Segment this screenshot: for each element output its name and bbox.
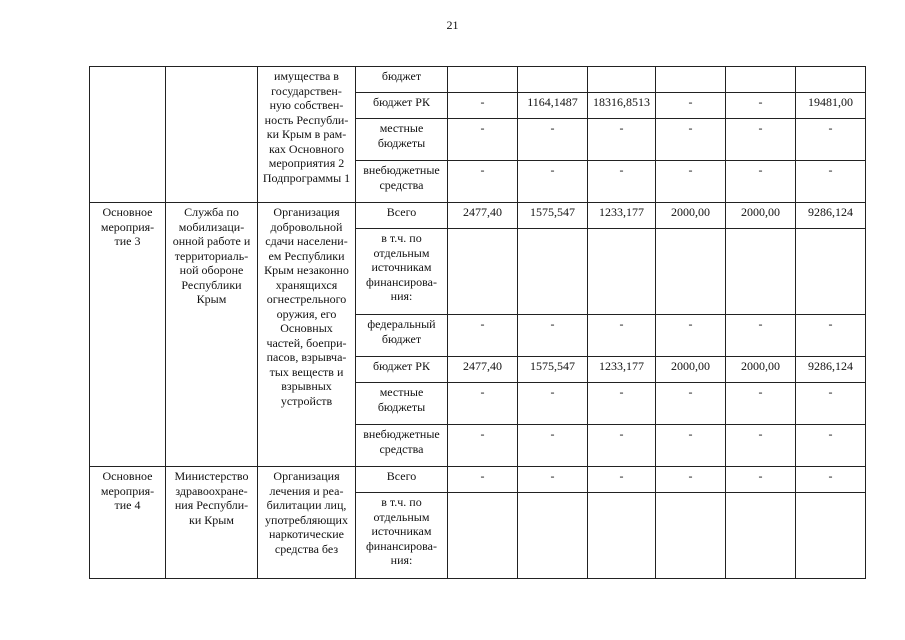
amount-cell — [796, 493, 866, 579]
funding-source-cell — [356, 203, 448, 229]
funding-table — [89, 66, 866, 579]
amount-cell: - — [448, 161, 518, 203]
description-cell-line: Организация — [273, 469, 340, 483]
amount-cell: - — [588, 315, 656, 357]
amount-cell — [588, 67, 656, 93]
amount-cell — [656, 67, 726, 93]
amount-cell: - — [656, 119, 726, 161]
amount-cell: - — [518, 161, 588, 203]
description-cell-line: тых веществ и — [269, 364, 344, 379]
funding-source-cell-line: средства — [379, 441, 424, 456]
amount-cell — [726, 229, 796, 315]
description-cell-line: наркотические — [268, 527, 345, 541]
amount-cell — [796, 229, 866, 315]
funding-source-cell-line: Всего — [386, 469, 417, 483]
activity-cell — [90, 467, 166, 579]
amount-cell: 18316,8513 — [588, 93, 656, 119]
amount-cell — [518, 67, 588, 93]
amount-cell: - — [588, 425, 656, 467]
amount-cell: - — [518, 467, 588, 493]
amount-cell: - — [588, 467, 656, 493]
funding-source-cell-line: отдельным — [373, 509, 430, 524]
amount-cell — [588, 493, 656, 579]
amount-cell: 1233,177 — [588, 203, 656, 229]
funding-source-cell-line: бюджеты — [377, 399, 426, 414]
funding-source-cell — [356, 383, 448, 425]
funding-source-cell-line: Всего — [386, 205, 417, 219]
description-cell — [258, 67, 356, 203]
funding-source-cell-line: ния: — [390, 553, 413, 567]
amount-cell: 2000,00 — [656, 357, 726, 383]
funding-source-cell-line: бюджет РК — [373, 359, 430, 373]
amount-cell: 1575,547 — [518, 203, 588, 229]
funding-source-cell-line: в т.ч. по — [381, 495, 422, 509]
amount-cell: - — [726, 467, 796, 493]
funding-source-cell-line: источникам — [371, 524, 432, 538]
executor-cell-line: мобилизаци- — [178, 219, 245, 234]
funding-source-cell-line: федеральный — [367, 317, 436, 331]
activity-cell-line: мероприя- — [100, 483, 155, 498]
executor-cell-line: Республики — [181, 277, 242, 292]
amount-cell: - — [448, 425, 518, 467]
description-cell — [258, 203, 356, 467]
activity-cell — [90, 67, 166, 203]
amount-cell: - — [796, 467, 866, 493]
activity-cell-line: мероприя- — [100, 219, 155, 234]
amount-cell — [448, 67, 518, 93]
activity-cell — [90, 203, 166, 467]
amount-cell: - — [726, 315, 796, 357]
activity-cell-line: Основное — [102, 469, 153, 483]
executor-cell-line: здравоохране- — [175, 483, 248, 498]
amount-cell: 9286,124 — [796, 357, 866, 383]
amount-cell: - — [656, 383, 726, 425]
amount-cell: - — [796, 161, 866, 203]
amount-cell: - — [656, 315, 726, 357]
description-cell-line: ках Основного — [268, 141, 345, 156]
amount-cell: 2000,00 — [726, 357, 796, 383]
amount-cell — [448, 229, 518, 315]
amount-cell: - — [448, 315, 518, 357]
description-cell-line: употребляющих — [265, 512, 348, 527]
description-cell-line: Основных — [280, 321, 333, 335]
executor-cell-line: ния Республи- — [174, 498, 249, 512]
funding-source-cell-line: местные — [379, 385, 424, 399]
amount-cell: - — [448, 467, 518, 493]
executor-cell-line: территориаль- — [174, 248, 249, 263]
description-cell-line: средства без — [274, 541, 339, 556]
amount-cell: 2477,40 — [448, 357, 518, 383]
executor-cell-line: ки Крым — [189, 512, 234, 527]
description-cell-line: ность Республи- — [264, 112, 349, 127]
description-cell-line: устройств — [280, 393, 333, 408]
amount-cell: - — [726, 161, 796, 203]
funding-source-cell — [356, 467, 448, 493]
funding-source-cell — [356, 93, 448, 119]
funding-source-cell-line: бюджеты — [377, 135, 426, 150]
funding-source-cell — [356, 315, 448, 357]
funding-source-cell-line: местные — [379, 121, 424, 135]
amount-cell: 1575,547 — [518, 357, 588, 383]
funding-source-cell-line: ния: — [390, 289, 413, 303]
amount-cell — [588, 229, 656, 315]
page-number: 21 — [446, 18, 459, 32]
amount-cell: - — [726, 383, 796, 425]
description-cell — [258, 467, 356, 579]
description-cell-line: билитации лиц, — [266, 498, 347, 512]
amount-cell: - — [796, 383, 866, 425]
amount-cell: 1233,177 — [588, 357, 656, 383]
funding-source-cell-line: финансирова- — [366, 538, 437, 553]
description-cell-line: ки Крым в рам- — [266, 127, 347, 141]
description-cell-line: ем Республики — [268, 248, 345, 263]
amount-cell — [518, 493, 588, 579]
table-row — [90, 203, 866, 229]
amount-cell: - — [726, 93, 796, 119]
funding-source-cell-line: внебюджетные — [363, 163, 440, 177]
description-cell-line: взрывных — [281, 379, 332, 393]
executor-cell-line: онной работе и — [172, 234, 251, 248]
funding-source-cell-line: финансирова- — [366, 274, 437, 289]
funding-source-cell — [356, 493, 448, 579]
executor-cell-line: Министерство — [174, 469, 249, 483]
amount-cell: - — [588, 119, 656, 161]
description-cell-line: лечения и реа- — [269, 483, 344, 498]
description-cell-line: Организация — [273, 205, 340, 219]
funding-source-cell — [356, 119, 448, 161]
description-cell-line: сдачи населени- — [265, 234, 348, 248]
amount-cell: - — [518, 119, 588, 161]
amount-cell: - — [588, 383, 656, 425]
funding-source-cell — [356, 229, 448, 315]
description-cell-line: Крым незаконно — [264, 263, 349, 277]
amount-cell: - — [796, 425, 866, 467]
funding-source-cell-line: в т.ч. по — [381, 231, 422, 245]
funding-source-cell-line: бюджет РК — [373, 95, 430, 109]
executor-cell-line: Служба по — [184, 205, 239, 219]
funding-source-cell — [356, 161, 448, 203]
amount-cell: - — [796, 119, 866, 161]
executor-cell — [166, 203, 258, 467]
amount-cell: - — [656, 93, 726, 119]
table-row — [90, 67, 866, 93]
amount-cell — [448, 493, 518, 579]
description-cell-line: оружия, его — [276, 306, 337, 321]
description-cell-line: мероприятия 2 — [268, 156, 345, 170]
amount-cell: - — [448, 383, 518, 425]
description-cell-line: добровольной — [270, 219, 343, 234]
description-cell-line: ную собствен- — [269, 98, 344, 112]
funding-source-cell-line: источникам — [371, 260, 432, 274]
amount-cell: 19481,00 — [796, 93, 866, 119]
description-cell-line: пасов, взрывча- — [266, 350, 347, 364]
amount-cell: - — [656, 161, 726, 203]
amount-cell: - — [518, 425, 588, 467]
funding-source-cell-line: бюджет — [381, 69, 422, 83]
amount-cell: - — [518, 315, 588, 357]
amount-cell: - — [726, 119, 796, 161]
executor-cell-line: Крым — [196, 292, 227, 306]
amount-cell: - — [656, 467, 726, 493]
amount-cell: 2000,00 — [656, 203, 726, 229]
description-cell-line: имущества в — [274, 69, 339, 83]
description-cell-line: хранящихся — [275, 277, 338, 292]
description-cell-line: частей, боепри- — [266, 335, 347, 350]
funding-source-cell-line: бюджет — [381, 331, 422, 346]
amount-cell: - — [448, 93, 518, 119]
funding-source-cell-line: средства — [379, 177, 424, 192]
executor-cell — [166, 67, 258, 203]
amount-cell — [518, 229, 588, 315]
executor-cell — [166, 467, 258, 579]
amount-cell — [656, 493, 726, 579]
funding-source-cell-line: внебюджетные — [363, 427, 440, 441]
amount-cell: - — [518, 383, 588, 425]
amount-cell — [726, 67, 796, 93]
amount-cell: - — [656, 425, 726, 467]
funding-source-cell-line: отдельным — [373, 245, 430, 260]
amount-cell — [726, 493, 796, 579]
activity-cell-line: тие 4 — [114, 498, 141, 512]
funding-table-body — [90, 67, 866, 579]
amount-cell — [796, 67, 866, 93]
amount-cell: 2477,40 — [448, 203, 518, 229]
amount-cell: - — [448, 119, 518, 161]
executor-cell-line: ной обороне — [179, 263, 244, 277]
table-row — [90, 467, 866, 493]
amount-cell: 1164,1487 — [518, 93, 588, 119]
activity-cell-line: тие 3 — [114, 234, 141, 248]
description-cell-line: государствен- — [271, 83, 342, 98]
amount-cell: - — [588, 161, 656, 203]
funding-source-cell — [356, 357, 448, 383]
amount-cell: 2000,00 — [726, 203, 796, 229]
description-cell-line: огнестрельного — [266, 292, 347, 306]
description-cell-line: Подпрограммы 1 — [262, 170, 351, 185]
amount-cell: 9286,124 — [796, 203, 866, 229]
amount-cell: - — [796, 315, 866, 357]
funding-source-cell — [356, 425, 448, 467]
activity-cell-line: Основное — [102, 205, 153, 219]
amount-cell — [656, 229, 726, 315]
funding-source-cell — [356, 67, 448, 93]
amount-cell: - — [726, 425, 796, 467]
